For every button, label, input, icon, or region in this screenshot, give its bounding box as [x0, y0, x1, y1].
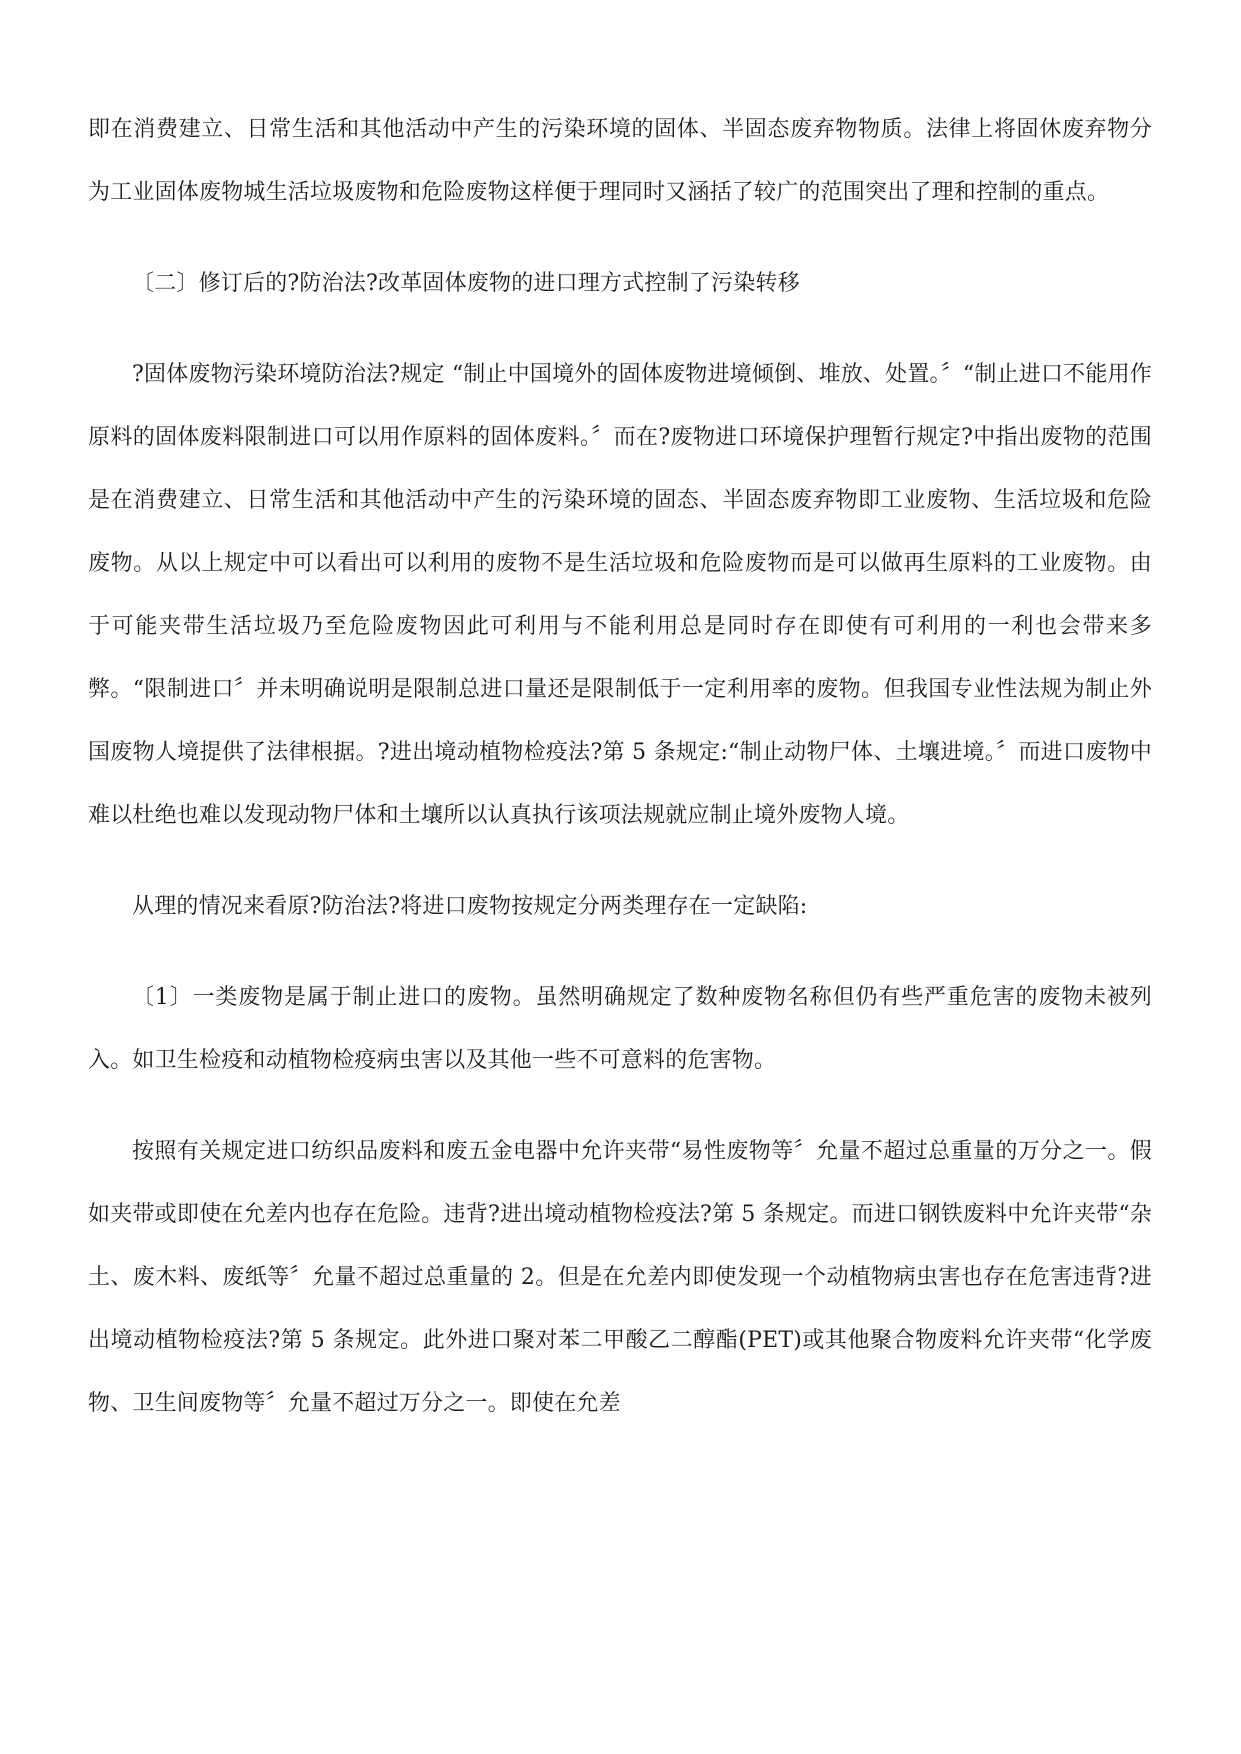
document-body: [88, 98, 1152, 1435]
paragraph-gap: [88, 938, 1152, 966]
paragraph-3: ?固体废物污染环境防治法?规定 “制止中国境外的固体废物进境倾倒、堆放、处置。〞“制止进口不能用作原料的固体废料限制进口可以用作原料的固体废料。〞而在?废物进口环境保护理暂行规定?中指出废物的范围是在消费建立、日常生活和其他活动中产生的污染环境的固态、半固态废弃物即工业废物、生活垃圾和危险废物。从以上规定中可以看出可以利用的废物不是生活垃圾和危险废物而是可以做再生原料的工业废物。由于可能夹带生活垃圾乃至危险废物因此可利用与不能利用总是同时存在即使有可利用的一利也会带来多弊。“限制进口〞并未明确说明是限制总进口量还是限制低于一定利用率的废物。但我国专业性法规为制止外国废物人境提供了法律根据。?进出境动植物检疫法?第 5 条规定:“制止动物尸体、土壤进境。〞而进口废物中难以杜绝也难以发现动物尸体和土壤所以认真执行该项法规就应制止境外废物人境。: [88, 362, 1152, 828]
paragraph-4: 从理的情况来看原?防治法?将进口废物按规定分两类理存在一定缺陷:: [132, 894, 808, 919]
paragraph-5: 〔1〕一类废物是属于制止进口的废物。虽然明确规定了数种废物名称但仍有些严重危害的废物未被列入。如卫生检疫和动植物检疫病虫害以及其他一些不可意料的危害物。: [88, 985, 1152, 1073]
paragraph-6: 按照有关规定进口纺织品废料和废五金电器中允许夹带“易性废物等〞允量不超过总重量的万分之一。假如夹带或即使在允差内也存在危险。违背?进出境动植物检疫法?第 5 条规定。而进口钢铁废料中允许夹带“杂土、废木料、废纸等〞允量不超过总重量的 2。但是在允差内即使发现一个动植物病虫害也存在危害违背?进出境动植物检疫法?第 5 条规定。此外进口聚对苯二甲酸乙二醇酯(PET)或其他聚合物废料允许夹带“化学废物、卫生间废物等〞允量不超过万分之一。即使在允差: [88, 1139, 1152, 1416]
paragraph-1: 即在消费建立、日常生活和其他活动中产生的污染环境的固体、半固态废弃物物质。法律上将固休废弃物分为工业固体废物城生活垃圾废物和危险废物这样便于理同时又涵括了较广的范围突出了理和控制的重点。: [88, 117, 1152, 205]
paragraph-gap: [88, 1092, 1152, 1120]
paragraph-gap: [88, 315, 1152, 343]
paragraph-gap: [88, 224, 1152, 252]
section-heading: 〔二〕修订后的?防治法?改革固体废物的进口理方式控制了污染转移: [132, 271, 800, 296]
paragraph-gap: [88, 847, 1152, 875]
